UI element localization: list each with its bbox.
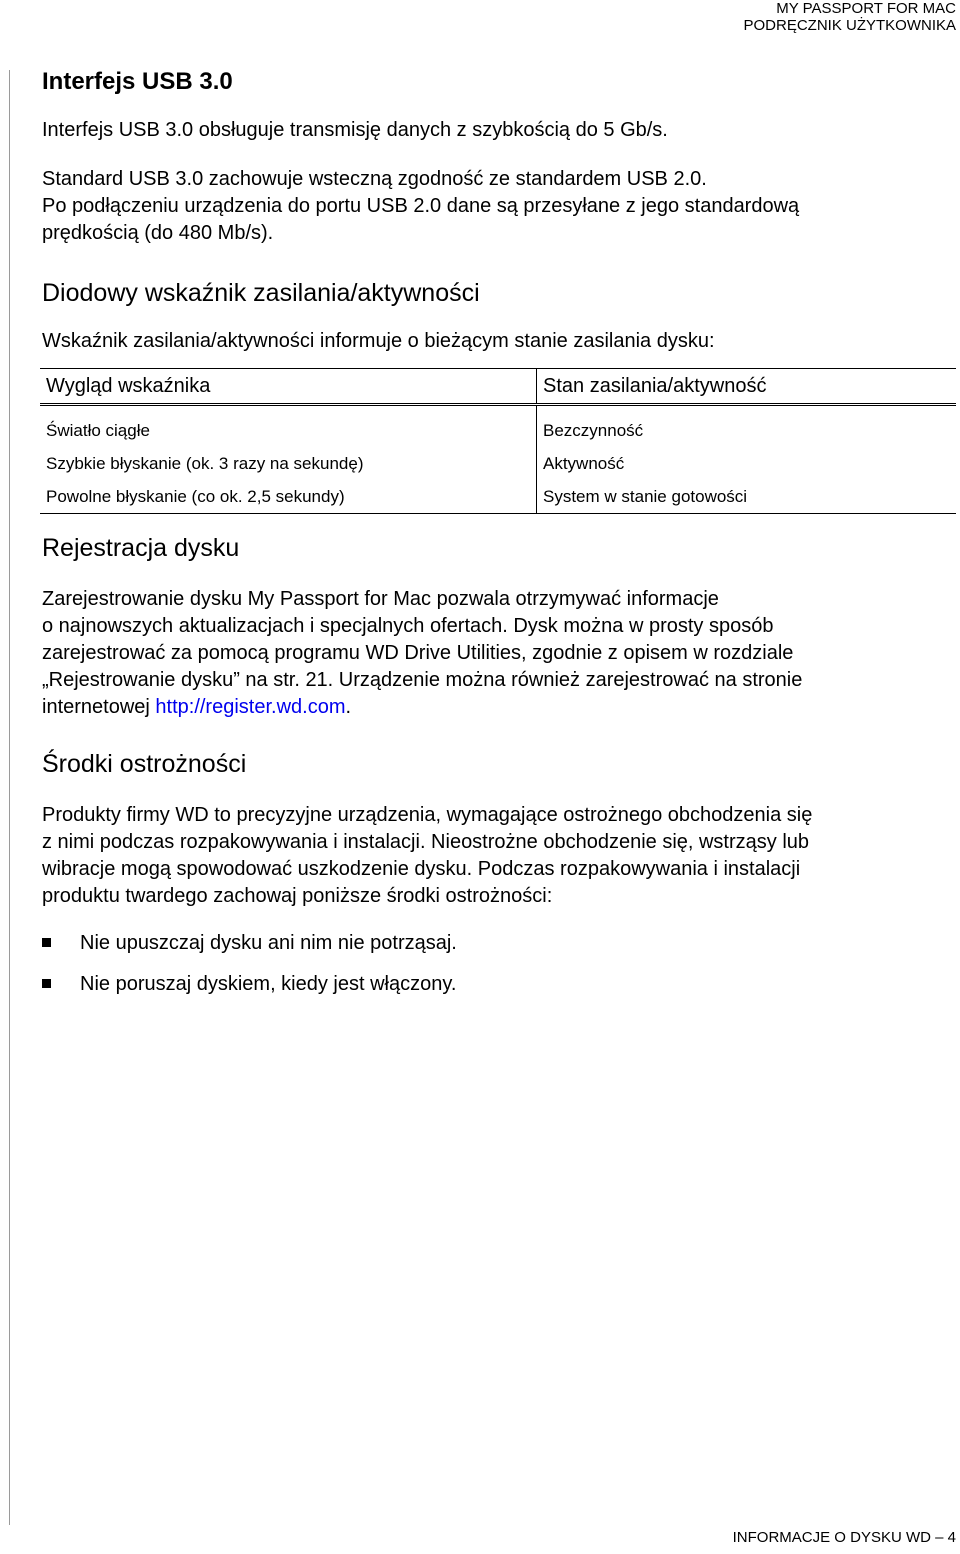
precautions-heading: Środki ostrożności [42, 750, 247, 778]
precautions-line: wibracje mogą spowodować uszkodzenie dysku. Podczas rozpakowywania i instalacji [42, 858, 801, 880]
precautions-line: z nimi podczas rozpakowywania i instalacji. Nieostrożne obchodzenie się, wstrząsy lub [42, 831, 810, 853]
col-header-state: Stan zasilania/aktywność [537, 369, 957, 405]
list-item-text: Nie upuszczaj dysku ani nim nie potrząsaj. [80, 932, 457, 954]
precautions-line: Produkty firmy WD to precyzyjne urządzenia, wymagające ostrożnego obchodzenia się [42, 804, 813, 826]
usb-paragraph-1: Interfejs USB 3.0 obsługuje transmisję danych z szybkością do 5 Gb/s. [42, 119, 668, 141]
page-footer: INFORMACJE O DYSKU WD – 4 [732, 1529, 956, 1546]
precautions-list [42, 930, 952, 998]
registration-heading: Rejestracja dysku [42, 534, 240, 562]
precautions-line: produktu twardego zachowaj poniższe środki ostrożności: [42, 885, 553, 907]
cell-state: Bezczynność [537, 405, 957, 448]
running-header [743, 0, 956, 34]
usb-line: Standard USB 3.0 zachowuje wsteczną zgodność ze standardem USB 2.0. [42, 168, 707, 190]
cell-appearance: Światło ciągłe [46, 420, 150, 440]
cell-state: Aktywność [537, 447, 957, 480]
registration-line: zarejestrować za pomocą programu WD Drive Utilities, zgodnie z opisem w rozdziale [42, 642, 794, 664]
square-bullet-icon [42, 979, 51, 988]
led-status-table [40, 368, 956, 514]
led-intro: Wskaźnik zasilania/aktywności informuje o bieżącym stanie zasilania dysku: [42, 330, 715, 352]
list-item [42, 971, 952, 998]
registration-line: Zarejestrowanie dysku My Passport for Mac pozwala otrzymywać informacje [42, 588, 719, 610]
usb-heading: Interfejs USB 3.0 [42, 68, 233, 95]
table-row [40, 405, 956, 448]
list-item-text: Nie poruszaj dyskiem, kiedy jest włączony. [80, 973, 457, 995]
list-item [42, 930, 952, 957]
registration-suffix: . [345, 696, 352, 718]
registration-line-last [42, 694, 952, 721]
cell-state: System w stanie gotowości [537, 480, 957, 514]
margin-rule [9, 70, 10, 1525]
usb-paragraph-2 [42, 166, 952, 247]
register-link[interactable]: http://register.wd.com [155, 696, 346, 718]
table-row [40, 480, 956, 514]
registration-paragraph [42, 586, 952, 721]
usb-line: prędkością (do 480 Mb/s). [42, 222, 274, 244]
usb-line: Po podłączeniu urządzenia do portu USB 2.0 dane są przesyłane z jego standardową [42, 195, 800, 217]
led-heading: Diodowy wskaźnik zasilania/aktywności [42, 279, 480, 307]
table-row [40, 447, 956, 480]
registration-line: o najnowszych aktualizacjach i specjalnych ofertach. Dysk można w prosty sposób [42, 615, 774, 637]
registration-prefix: internetowej [42, 696, 156, 718]
registration-line: „Rejestrowanie dysku” na str. 21. Urządzenie można również zarejestrować na stronie [42, 669, 803, 691]
cell-appearance: Szybkie błyskanie (ok. 3 razy na sekundę) [46, 453, 364, 473]
header-guide: PODRĘCZNIK UŻYTKOWNIKA [743, 17, 956, 34]
page-content [42, 60, 952, 1012]
header-product: MY PASSPORT FOR MAC [776, 0, 956, 17]
precautions-paragraph [42, 802, 952, 910]
cell-appearance: Powolne błyskanie (co ok. 2,5 sekundy) [40, 480, 537, 514]
table-header-row [40, 369, 956, 405]
col-header-appearance: Wygląd wskaźnika [40, 369, 537, 405]
square-bullet-icon [42, 938, 51, 947]
